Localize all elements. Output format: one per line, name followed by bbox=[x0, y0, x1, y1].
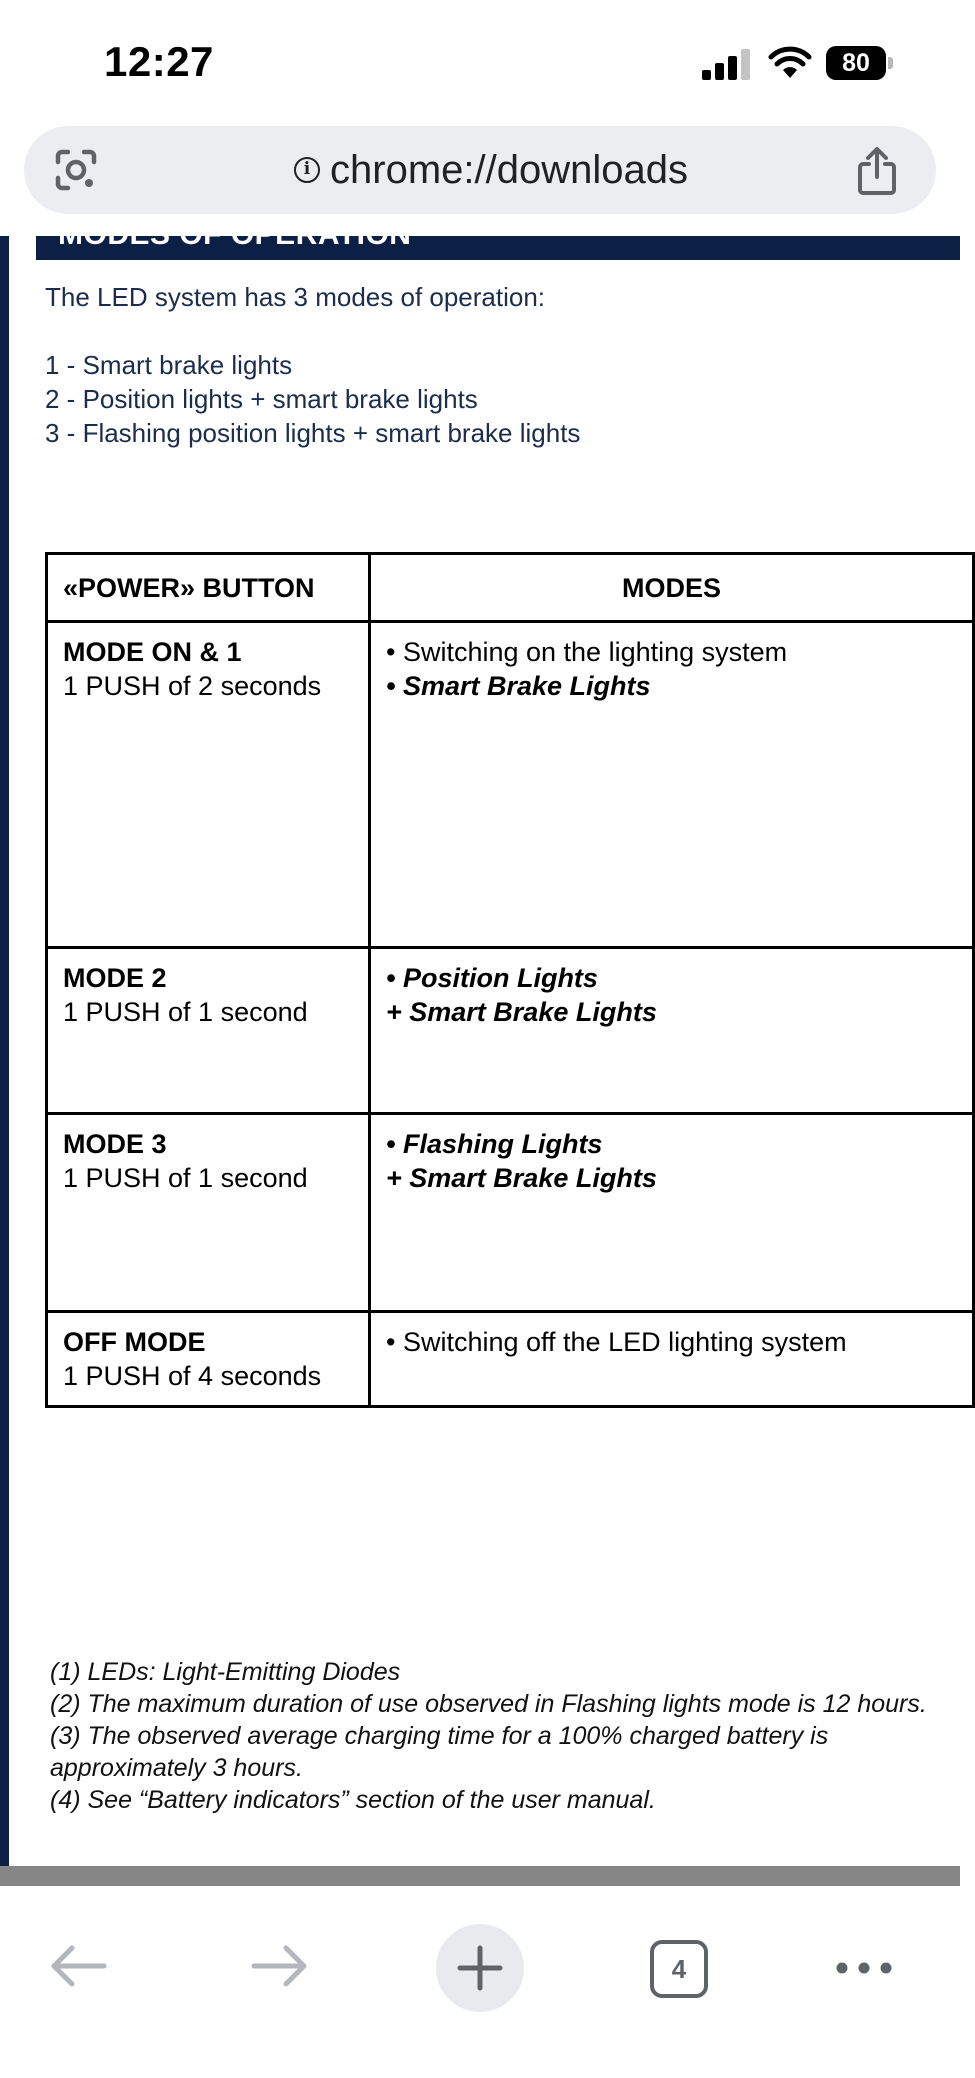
status-bar bbox=[0, 0, 960, 120]
plus-icon bbox=[436, 1924, 524, 2012]
table-cell-button bbox=[47, 1114, 370, 1312]
share-icon[interactable] bbox=[854, 146, 900, 196]
mode-list-item: 2 - Position lights + smart brake lights bbox=[45, 384, 478, 414]
battery-icon bbox=[826, 46, 894, 80]
mode-list-item: 3 - Flashing position lights + smart brake lights bbox=[45, 418, 581, 448]
mode-description: • Switching on the lighting system bbox=[386, 637, 788, 667]
wifi-icon bbox=[768, 46, 812, 80]
mode-description: • Position Lights bbox=[386, 963, 598, 993]
section-heading: MODES OF OPERATION bbox=[58, 218, 412, 251]
table-cell-button bbox=[47, 948, 370, 1114]
mode-list-item: 1 - Smart brake lights bbox=[45, 350, 293, 380]
mode-list bbox=[45, 348, 580, 450]
push-duration: 1 PUSH of 1 second bbox=[63, 1163, 308, 1193]
table-cell-modes bbox=[370, 1114, 974, 1312]
mode-name: MODE ON & 1 bbox=[63, 637, 242, 667]
signal-icon bbox=[702, 48, 752, 80]
table-row bbox=[47, 1114, 974, 1312]
push-duration: 1 PUSH of 4 seconds bbox=[63, 1361, 322, 1391]
mode-description: • Flashing Lights bbox=[386, 1129, 603, 1159]
header-modes: MODES bbox=[370, 554, 974, 622]
section-heading-band bbox=[36, 218, 960, 260]
mode-description: • Switching off the LED lighting system bbox=[386, 1327, 847, 1357]
more-icon[interactable] bbox=[832, 1946, 896, 1990]
url-text[interactable]: chrome://downloads bbox=[330, 147, 688, 192]
bottom-toolbar bbox=[0, 1886, 960, 2078]
table-cell-modes bbox=[370, 948, 974, 1114]
back-arrow-icon[interactable] bbox=[46, 1938, 110, 1994]
document-edge-bar bbox=[0, 236, 9, 1866]
table-row bbox=[47, 1312, 974, 1407]
url-display[interactable] bbox=[294, 144, 688, 196]
mode-description: + Smart Brake Lights bbox=[386, 997, 657, 1027]
push-duration: 1 PUSH of 1 second bbox=[63, 997, 308, 1027]
table-header-row bbox=[47, 554, 974, 622]
footnote: (3) The observed average charging time for a 100% charged battery is approximately 3 hours. bbox=[50, 1722, 829, 1782]
table-row bbox=[47, 948, 974, 1114]
mode-name: OFF MODE bbox=[63, 1327, 206, 1357]
table-cell-modes bbox=[370, 622, 974, 948]
mode-description: • Smart Brake Lights bbox=[386, 671, 651, 701]
modes-table bbox=[45, 552, 975, 1408]
footnote: (2) The maximum duration of use observed in Flashing lights mode is 12 hours. bbox=[50, 1690, 927, 1718]
address-bar[interactable] bbox=[24, 126, 936, 214]
footnotes bbox=[50, 1656, 950, 1816]
mode-name: MODE 2 bbox=[63, 963, 167, 993]
info-icon[interactable]: i bbox=[294, 157, 320, 183]
battery-level: 80 bbox=[826, 46, 886, 80]
table-cell-modes bbox=[370, 1312, 974, 1407]
lens-icon[interactable] bbox=[52, 146, 100, 194]
new-tab-button[interactable] bbox=[436, 1924, 524, 2012]
table-cell-button bbox=[47, 622, 370, 948]
header-power-button: «POWER» BUTTON bbox=[47, 554, 370, 622]
forward-arrow-icon[interactable] bbox=[248, 1938, 312, 1994]
table-cell-button bbox=[47, 1312, 370, 1407]
status-time: 12:27 bbox=[104, 38, 214, 85]
mode-name: MODE 3 bbox=[63, 1129, 167, 1159]
mode-description: + Smart Brake Lights bbox=[386, 1163, 657, 1193]
table-row bbox=[47, 622, 974, 948]
push-duration: 1 PUSH of 2 seconds bbox=[63, 671, 322, 701]
footnote: (1) LEDs: Light-Emitting Diodes bbox=[50, 1658, 401, 1686]
tabs-icon[interactable]: 4 bbox=[650, 1940, 708, 1998]
footnote: (4) See “Battery indicators” section of the user manual. bbox=[50, 1786, 656, 1814]
page-separator bbox=[0, 1866, 960, 1886]
intro-text: The LED system has 3 modes of operation: bbox=[45, 282, 546, 312]
